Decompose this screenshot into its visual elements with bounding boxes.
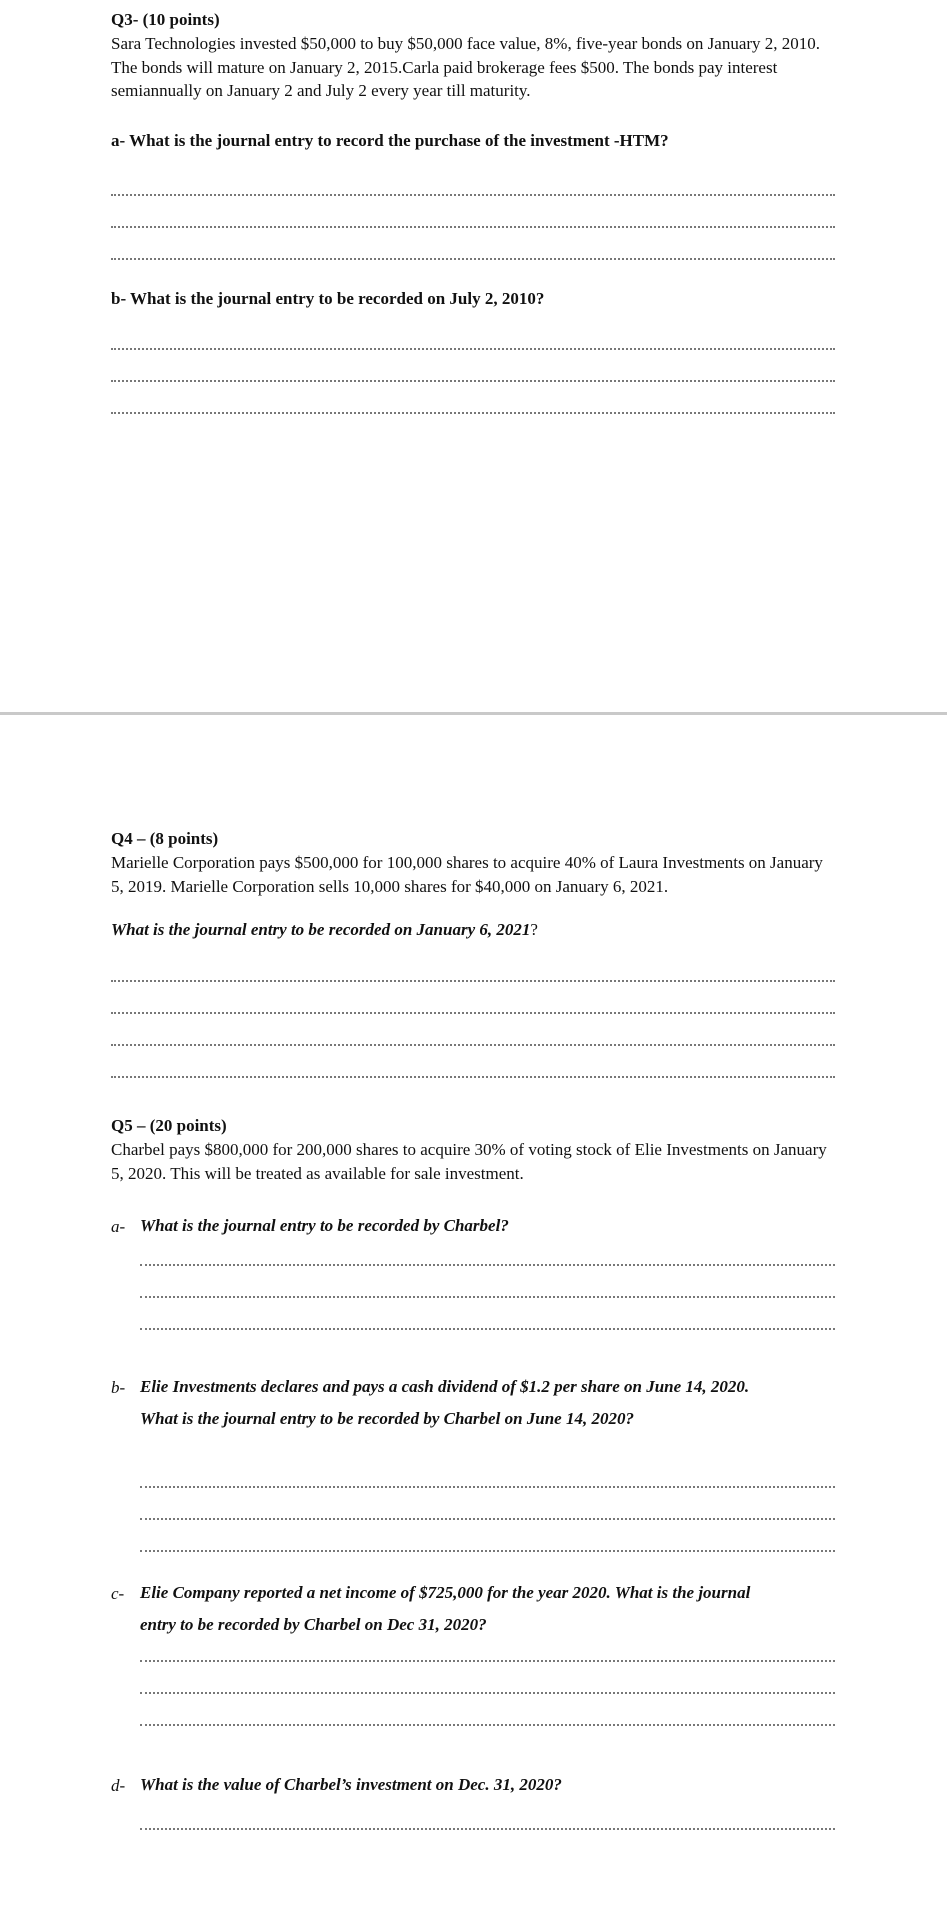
q4-header: Q4 – (8 points) [111,829,219,848]
answer-line[interactable] [111,194,835,196]
q3-body: Sara Technologies invested $50,000 to buy $50,000 face value, 8%, five-year bonds on January 2, 2010. The bonds will mature on January 2, 2015.Carla paid brokerage fees $500. The bonds pay interest semiannually on January 2 and July 2 every year till maturity. [111,34,821,100]
answer-line[interactable] [140,1550,835,1552]
answer-line[interactable] [140,1692,835,1694]
q3-question-a: a- What is the journal entry to record the purchase of the investment -HTM? [111,131,669,150]
q5-a-label: a- [111,1217,126,1236]
q5-c-label: c- [111,1584,125,1603]
q5-b-question-line1: Elie Investments declares and pays a cash dividend of $1.2 per share on June 14, 2020. [140,1377,750,1396]
q4-question-text: What is the journal entry to be recorded on January 6, 2021 [111,920,531,939]
q5-header: Q5 – (20 points) [111,1116,227,1135]
q3-header: Q3- (10 points) [111,10,220,29]
q4-question-mark: ? [530,920,538,939]
answer-line[interactable] [140,1828,835,1830]
q5-c-question-line1: Elie Company reported a net income of $725,000 for the year 2020. What is the journal [140,1583,751,1602]
answer-line[interactable] [111,258,835,260]
q5-d-question: What is the value of Charbel’s investment on Dec. 31, 2020? [140,1775,562,1794]
answer-line[interactable] [111,1012,835,1014]
q5-b-label: b- [111,1378,126,1397]
answer-line[interactable] [140,1660,835,1662]
answer-line[interactable] [140,1724,835,1726]
q4-body: Marielle Corporation pays $500,000 for 100,000 shares to acquire 40% of Laura Investments on January 5, 2019. Marielle Corporation sells 10,000 shares for $40,000 on January 6, 2021. [111,853,823,896]
q3-question-b: b- What is the journal entry to be recorded on July 2, 2010? [111,289,545,308]
answer-line[interactable] [111,412,835,414]
q5-body: Charbel pays $800,000 for 200,000 shares to acquire 30% of voting stock of Elie Investments on January 5, 2020. This will be treated as available for sale investment. [111,1140,827,1183]
q5-c-question-line2: entry to be recorded by Charbel on Dec 31, 2020? [140,1615,487,1634]
answer-line[interactable] [140,1328,835,1330]
answer-line[interactable] [140,1518,835,1520]
q5-a-question: What is the journal entry to be recorded by Charbel? [140,1216,509,1235]
answer-line[interactable] [111,1076,835,1078]
answer-line[interactable] [140,1486,835,1488]
q5-d-label: d- [111,1776,126,1795]
answer-line[interactable] [111,226,835,228]
answer-line[interactable] [111,1044,835,1046]
q5-b-question-line2: What is the journal entry to be recorded by Charbel on June 14, 2020? [140,1409,634,1428]
answer-line[interactable] [140,1296,835,1298]
answer-line[interactable] [111,380,835,382]
page-2 [0,715,947,1920]
answer-line[interactable] [111,348,835,350]
q4-question [111,920,538,940]
answer-line[interactable] [140,1264,835,1266]
page-1 [0,0,947,712]
answer-line[interactable] [111,980,835,982]
